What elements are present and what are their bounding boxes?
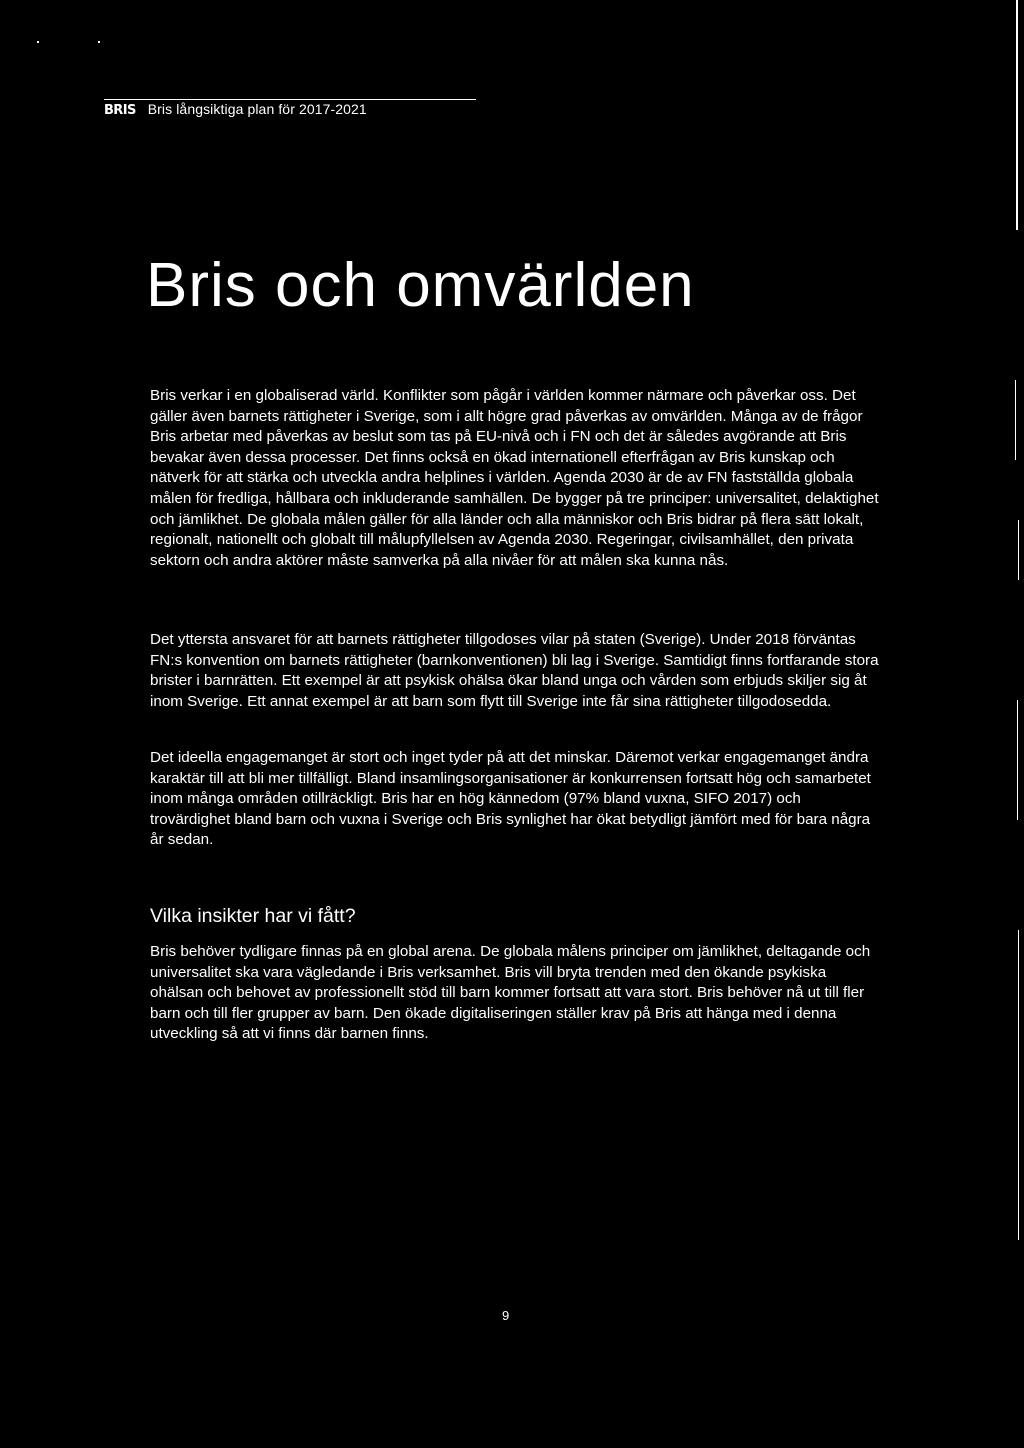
- page-header: [104, 101, 367, 121]
- scan-edge-line: [1015, 380, 1016, 460]
- scan-edge-line: [1018, 930, 1019, 1240]
- body-paragraph: Det yttersta ansvaret för att barnets rättigheter tillgodoses vilar på staten (Sverige). Under 2018 förväntas FN:s konvention om barnets rättigheter (barnkonventionen) bli lag i Sverige. Samtidigt finns fortfarande stora brister i barnrätten. Ett exempel är att psykisk ohälsa ökar bland unga och vården som erbjuds skiljer sig åt inom Sverige. Ett annat exempel är att barn som flytt till Sverige inte får sina rättigheter tillgodosedda.: [150, 631, 879, 710]
- scan-artifact-dot: [37, 41, 39, 43]
- section-paragraph: Bris behöver tydligare finnas på en global arena. De globala målens principer om jämlikhet, deltagande och universalitet ska vara vägledande i Bris verksamhet. Bris vill bryta trenden med den ökande psykiska ohälsan och behovet av professionellt stöd till barn kommer fortsatt att vara stort. Bris behöver nå ut till fler barn och till fler grupper av barn. Den ökade digitaliseringen ställer krav på Bris att hänga med i denna utveckling så att vi finns där barnen finns.: [150, 943, 871, 1043]
- page-title: Bris och omvärlden: [146, 251, 695, 320]
- body-paragraph: Det ideella engagemanget är stort och inget tyder på att det minskar. Däremot verkar engagemanget ändra karaktär till att bli mer tillfälligt. Bland insamlingsorganisationer är konkurrensen fortsatt hög och samarbetet inom många områden otillräckligt. Bris har en hög kännedom (97% bland vuxna, SIFO 2017) och trovärdighet bland barn och vuxna i Sverige och Bris synlighet har ökat betydligt jämfört med för bara några år sedan.: [150, 749, 871, 849]
- scan-edge-line: [1017, 700, 1018, 820]
- header-rule: [104, 99, 476, 100]
- scan-edge-line: [1018, 520, 1019, 580]
- scan-artifact-dot: [98, 41, 100, 43]
- header-title: Bris långsiktiga plan för 2017-2021: [147, 101, 367, 117]
- page-number: 9: [502, 1308, 510, 1323]
- scan-edge-line: [1016, 0, 1018, 230]
- bris-logo: BRIS: [104, 103, 136, 118]
- section-heading: Vilka insikter har vi fått?: [150, 905, 356, 927]
- body-paragraph: Bris verkar i en globaliserad värld. Konflikter som pågår i världen kommer närmare och påverkar oss. Det gäller även barnets rättigheter i Sverige, som i allt högre grad påverkas av omvärlden. Många av de frågor Bris arbetar med påverkas av beslut som tas på EU-nivå och i FN och det är således avgörande att Bris bevakar även dessa processer. Det finns också en ökad internationell efterfrågan av Bris kunskap och nätverk för att stärka och utveckla andra helplines i världen. Agenda 2030 är de av FN fastställda globala målen för fredliga, hållbara och inkluderande samhällen. De bygger på tre principer: universalitet, delaktighet och jämlikhet. De globala målen gäller för alla länder och alla människor och Bris bidrar på flera sätt lokalt, regionalt, nationellt och globalt till målupfyllelsen av Agenda 2030. Regeringar, civilsamhället, den privata sektorn och andra aktörer måste samverka på alla nivåer för att målen ska kunna nås.: [150, 387, 879, 569]
